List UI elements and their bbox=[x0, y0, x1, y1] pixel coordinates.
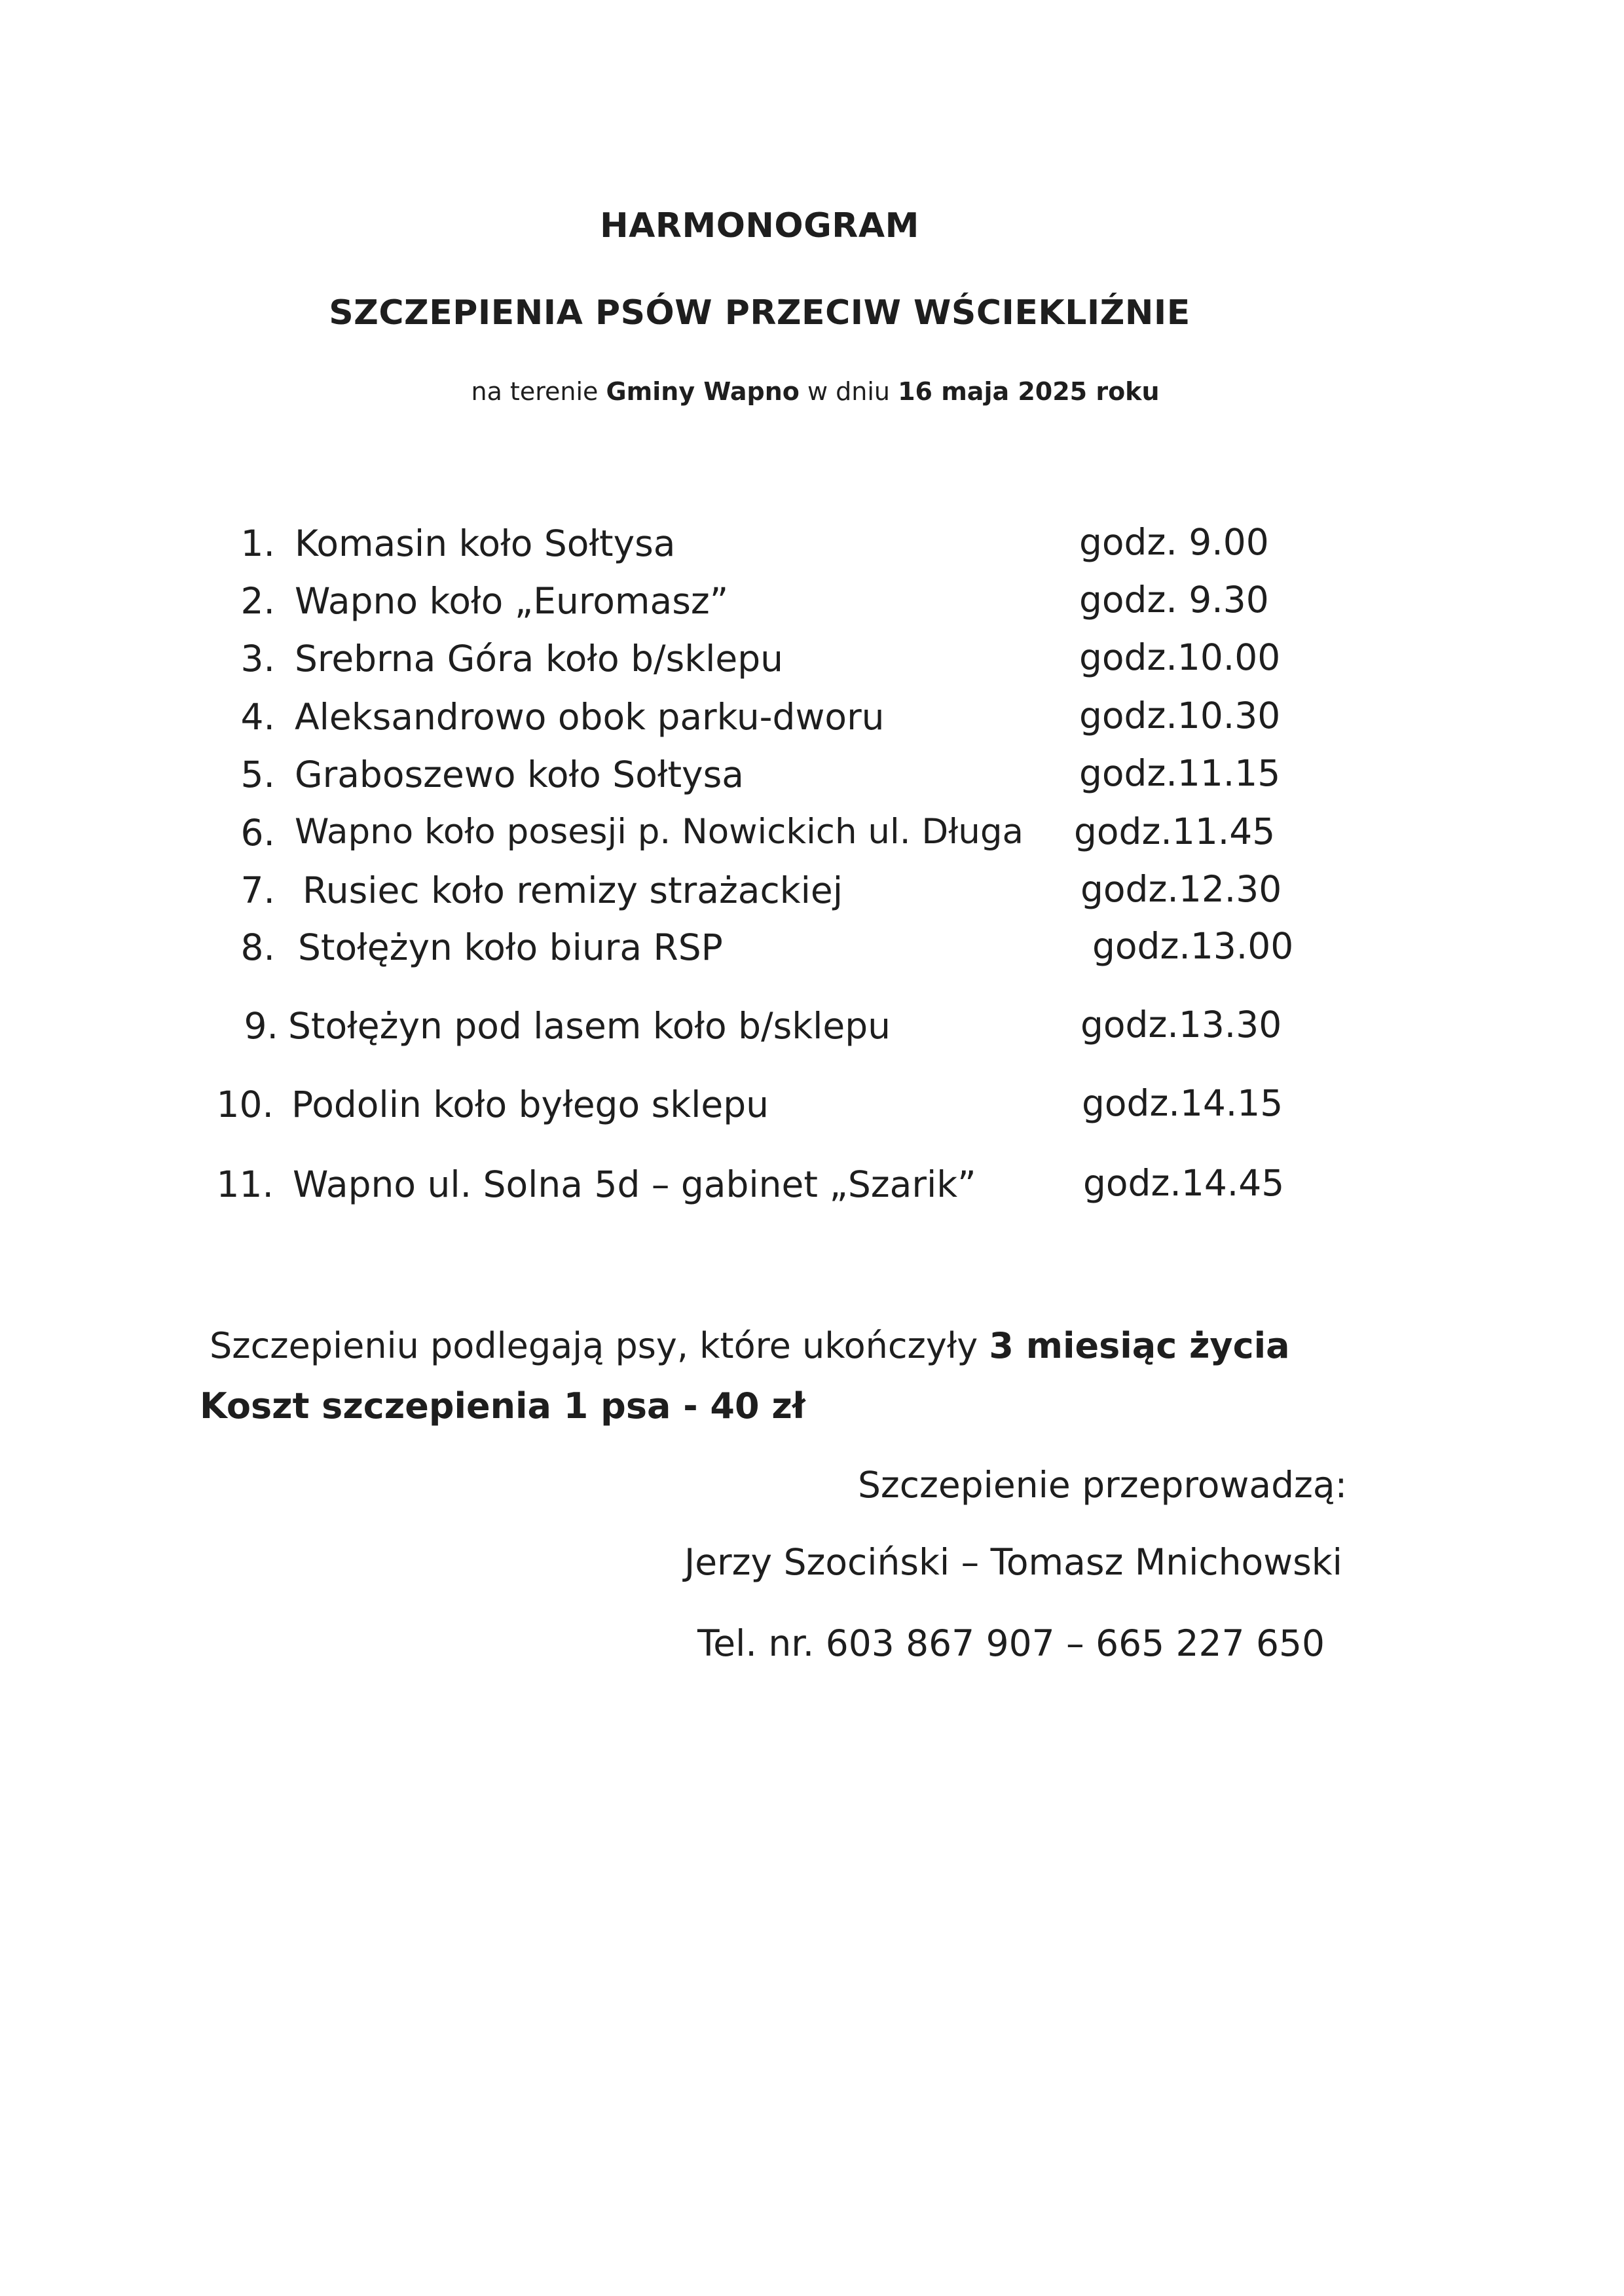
document-subtitle: SZCZEPIENIA PSÓW PRZECIW WŚCIEKLIŹNIE bbox=[329, 293, 1190, 333]
schedule-row-place: Stołężyn koło biura RSP bbox=[298, 926, 723, 968]
schedule-row-number: 7. bbox=[240, 869, 275, 911]
schedule-row-number: 3. bbox=[240, 638, 275, 680]
event-date: 16 maja 2025 roku bbox=[898, 377, 1160, 406]
schedule-row-place: Stołężyn pod lasem koło b/sklepu bbox=[288, 1005, 891, 1047]
schedule-row-number: 9. bbox=[244, 1005, 278, 1047]
schedule-row-time: godz. 9.30 bbox=[1079, 579, 1269, 621]
schedule-row-time: godz.10.30 bbox=[1079, 695, 1281, 737]
vaccinators-heading: Szczepienie przeprowadzą: bbox=[858, 1464, 1348, 1506]
schedule-row-number: 4. bbox=[240, 696, 275, 738]
eligibility-note bbox=[210, 1325, 1290, 1366]
schedule-row-place: Graboszewo koło Sołtysa bbox=[295, 754, 744, 795]
vaccinators-names: Jerzy Szociński – Tomasz Mnichowski bbox=[684, 1541, 1342, 1583]
eligibility-text: Szczepieniu podlegają psy, które ukończyły bbox=[210, 1325, 989, 1366]
schedule-row-time: godz. 9.00 bbox=[1079, 521, 1269, 563]
schedule-row-number: 8. bbox=[240, 926, 275, 968]
schedule-row-time: godz.10.00 bbox=[1079, 636, 1281, 678]
schedule-row-number: 6. bbox=[240, 812, 275, 854]
schedule-row-number: 11. bbox=[216, 1163, 274, 1205]
schedule-row-time: godz.13.00 bbox=[1092, 925, 1294, 967]
schedule-row-time: godz.13.30 bbox=[1080, 1004, 1282, 1046]
schedule-row-place: Wapno ul. Solna 5d – gabinet „Szarik” bbox=[293, 1163, 976, 1205]
schedule-row-place: Srebrna Góra koło b/sklepu bbox=[295, 638, 783, 680]
schedule-row-place: Podolin koło byłego sklepu bbox=[291, 1084, 769, 1125]
schedule-row-time: godz.14.15 bbox=[1082, 1082, 1283, 1124]
schedule-row-time: godz.11.15 bbox=[1079, 752, 1281, 794]
schedule-row-time: godz.14.45 bbox=[1083, 1162, 1285, 1204]
cost-note: Koszt szczepienia 1 psa - 40 zł bbox=[200, 1385, 805, 1427]
location-prefix: na terenie bbox=[471, 377, 606, 406]
date-prefix: w dniu bbox=[799, 377, 898, 406]
schedule-row-number: 5. bbox=[240, 754, 275, 795]
schedule-row-number: 10. bbox=[216, 1084, 274, 1125]
schedule-row-time: godz.11.45 bbox=[1074, 811, 1276, 852]
document-title: HARMONOGRAM bbox=[600, 206, 919, 246]
schedule-row-time: godz.12.30 bbox=[1080, 868, 1282, 910]
location-date-line bbox=[0, 377, 1624, 406]
contact-phones: Tel. nr. 603 867 907 – 665 227 650 bbox=[697, 1622, 1325, 1664]
schedule-row-place: Komasin koło Sołtysa bbox=[295, 522, 676, 564]
schedule-row-place: Wapno koło posesji p. Nowickich ul. Długa bbox=[295, 812, 1024, 852]
schedule-row-number: 1. bbox=[240, 522, 275, 564]
schedule-row-place: Aleksandrowo obok parku-dworu bbox=[295, 696, 885, 738]
eligibility-age: 3 miesiąc życia bbox=[989, 1325, 1290, 1366]
municipality-name: Gminy Wapno bbox=[606, 377, 800, 406]
schedule-row-number: 2. bbox=[240, 580, 275, 622]
schedule-row-place: Rusiec koło remizy strażackiej bbox=[303, 869, 843, 911]
schedule-row-place: Wapno koło „Euromasz” bbox=[295, 580, 729, 622]
